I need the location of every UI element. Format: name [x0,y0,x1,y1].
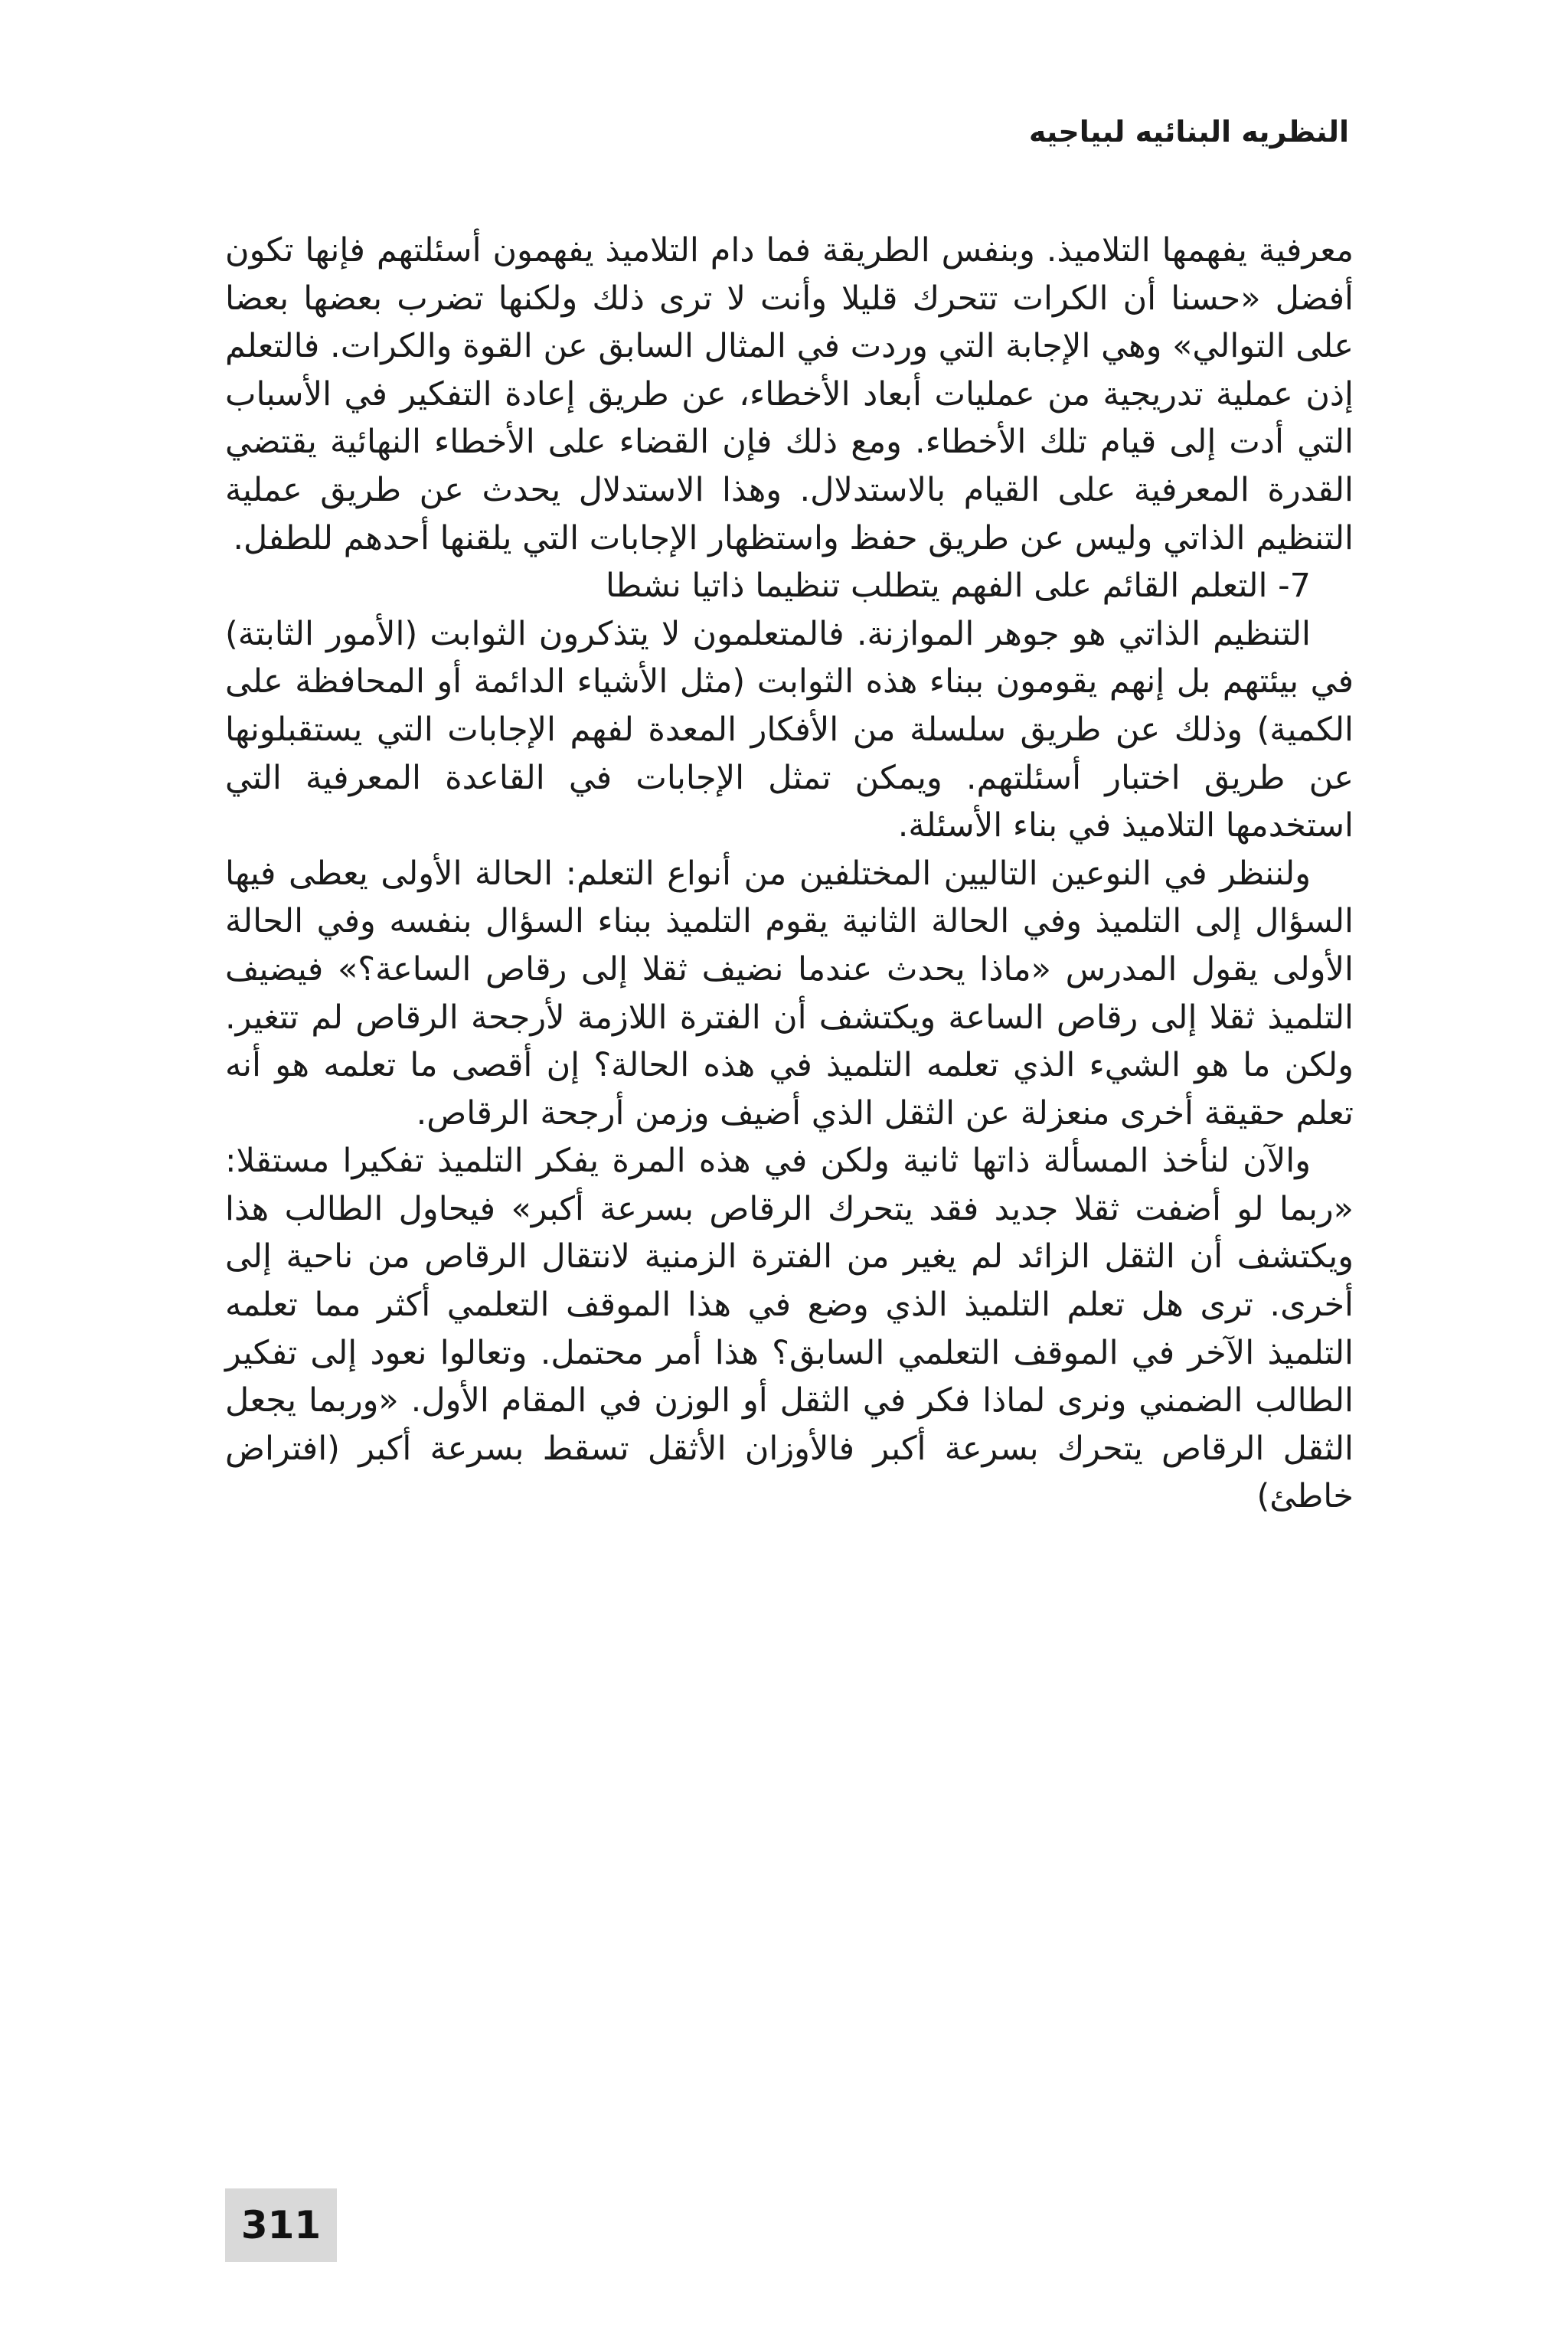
paragraph: والآن لنأخذ المسألة ذاتها ثانية ولكن في هذه المرة يفكر التلميذ تفكيرا مستقلا: «ربما لو أضفت ثقلا جديد فقد يتحرك الرقاص بسرعة أكبر» فيحاول الطالب هذا ويكتشف أن الثقل الزائد لم يغير من الفترة الزمنية لانتقال الرقاص من ناحية إلى أخرى. ترى هل تعلم التلميذ الذي وضع في هذا الموقف التعلمي أكثر مما تعلمه التلميذ الآخر في الموقف التعلمي السابق؟ هذا أمر محتمل. وتعالوا نعود إلى تفكير الطالب الضمني ونرى لماذا فكر في الثقل أو الوزن في المقام الأول. «وربما يجعل الثقل الرقاص يتحرك بسرعة أكبر فالأوزان الأثقل تسقط بسرعة أكبر (افتراض خاطئ) [225,1142,1354,1516]
page-number: 311 [225,2188,337,2262]
running-header-title: النظريه البنائيه لبياجيه [1028,115,1349,149]
paragraph: التنظيم الذاتي هو جوهر الموازنة. فالمتعلمون لا يتذكرون الثوابت (الأمور الثابتة) في بيئتهم بل إنهم يقومون ببناء هذه الثوابت (مثل الأشياء الدائمة أو المحافظة على الكمية) وذلك عن طريق سلسلة من الأفكار المعدة لفهم الإجابات التي يستقبلونها عن طريق اختبار أسئلتهم. ويمكن تمثل الإجابات في القاعدة المعرفية التي استخدمها التلاميذ في بناء الأسئلة. [225,614,1354,845]
paragraph-continued: معرفية يفهمها التلاميذ. وبنفس الطريقة فما دام التلاميذ يفهمون أسئلتهم فإنها تكون أفضل «حسنا أن الكرات تتحرك قليلا وأنت لا ترى ذلك ولكنها تضرب بعضها بعضا على التوالي» وهي الإجابة التي وردت في المثال السابق عن القوة والكرات. فالتعلم إذن عملية تدريجية من عمليات أبعاد الأخطاء، عن طريق إعادة التفكير في الأسباب التي أدت إلى قيام تلك الأخطاء. ومع ذلك فإن القضاء على الأخطاء النهائية يقتضي القدرة المعرفية على القيام بالاستدلال. وهذا الاستدلال يحدث عن طريق عملية التنظيم الذاتي وليس عن طريق حفظ واستظهار الإجابات التي يلقنها أحدهم للطفل. [225,231,1354,557]
body-text [225,227,1354,2187]
section-heading-7: 7- التعلم القائم على الفهم يتطلب تنظيما ذاتيا نشطا [606,567,1311,606]
paragraph: ولننظر في النوعين التاليين المختلفين من أنواع التعلم: الحالة الأولى يعطى فيها السؤال إلى التلميذ وفي الحالة الثانية يقوم التلميذ ببناء السؤال بنفسه وفي الحالة الأولى يقول المدرس «ماذا يحدث عندما نضيف ثقلا إلى رقاص الساعة؟» فيضيف التلميذ ثقلا إلى رقاص الساعة ويكتشف أن الفترة اللازمة لأرجحة الرقاص لم تتغير. ولكن ما هو الشيء الذي تعلمه التلميذ في هذه الحالة؟ إن أقصى ما تعلمه هو أنه تعلم حقيقة أخرى منعزلة عن الثقل الذي أضيف وزمن أرجحة الرقاص. [225,854,1354,1133]
